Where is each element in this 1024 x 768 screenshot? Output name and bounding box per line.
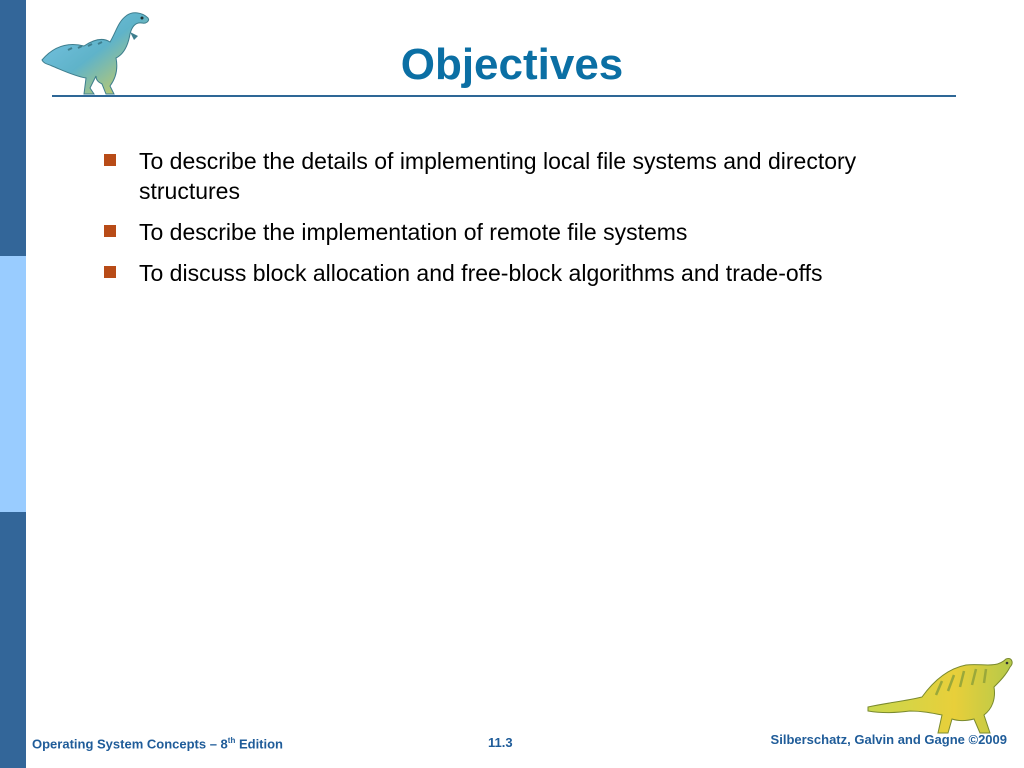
- dinosaur-top-icon: [38, 8, 156, 96]
- footer-authors: Silberschatz, Galvin and Gagne ©2009: [770, 732, 1007, 747]
- square-bullet-icon: [104, 225, 116, 237]
- footer-edition-superscript: th: [227, 736, 236, 745]
- footer-book-text: Operating System Concepts – 8: [32, 736, 228, 752]
- list-item: [100, 217, 960, 247]
- slide-title: Objectives: [400, 40, 624, 89]
- sidebar-band-top: [0, 0, 26, 256]
- footer-book-title: [32, 736, 283, 751]
- dinosaur-bottom-icon: [866, 655, 1016, 737]
- bullet-text: To describe the implementation of remote file systems: [139, 219, 688, 245]
- square-bullet-icon: [104, 266, 116, 278]
- page-number: 11.3: [488, 735, 513, 750]
- bullet-text: To discuss block allocation and free-block algorithms and trade-offs: [139, 260, 823, 286]
- sidebar-band-middle: [0, 256, 26, 512]
- slide-footer: [0, 728, 1024, 768]
- square-bullet-icon: [104, 154, 116, 166]
- objectives-list: [100, 146, 960, 299]
- bullet-text: To describe the details of implementing local file systems and directory structures: [139, 148, 857, 204]
- list-item: [100, 146, 960, 206]
- title-divider: [52, 95, 956, 97]
- list-item: [100, 258, 960, 288]
- footer-edition-word: Edition: [235, 736, 284, 752]
